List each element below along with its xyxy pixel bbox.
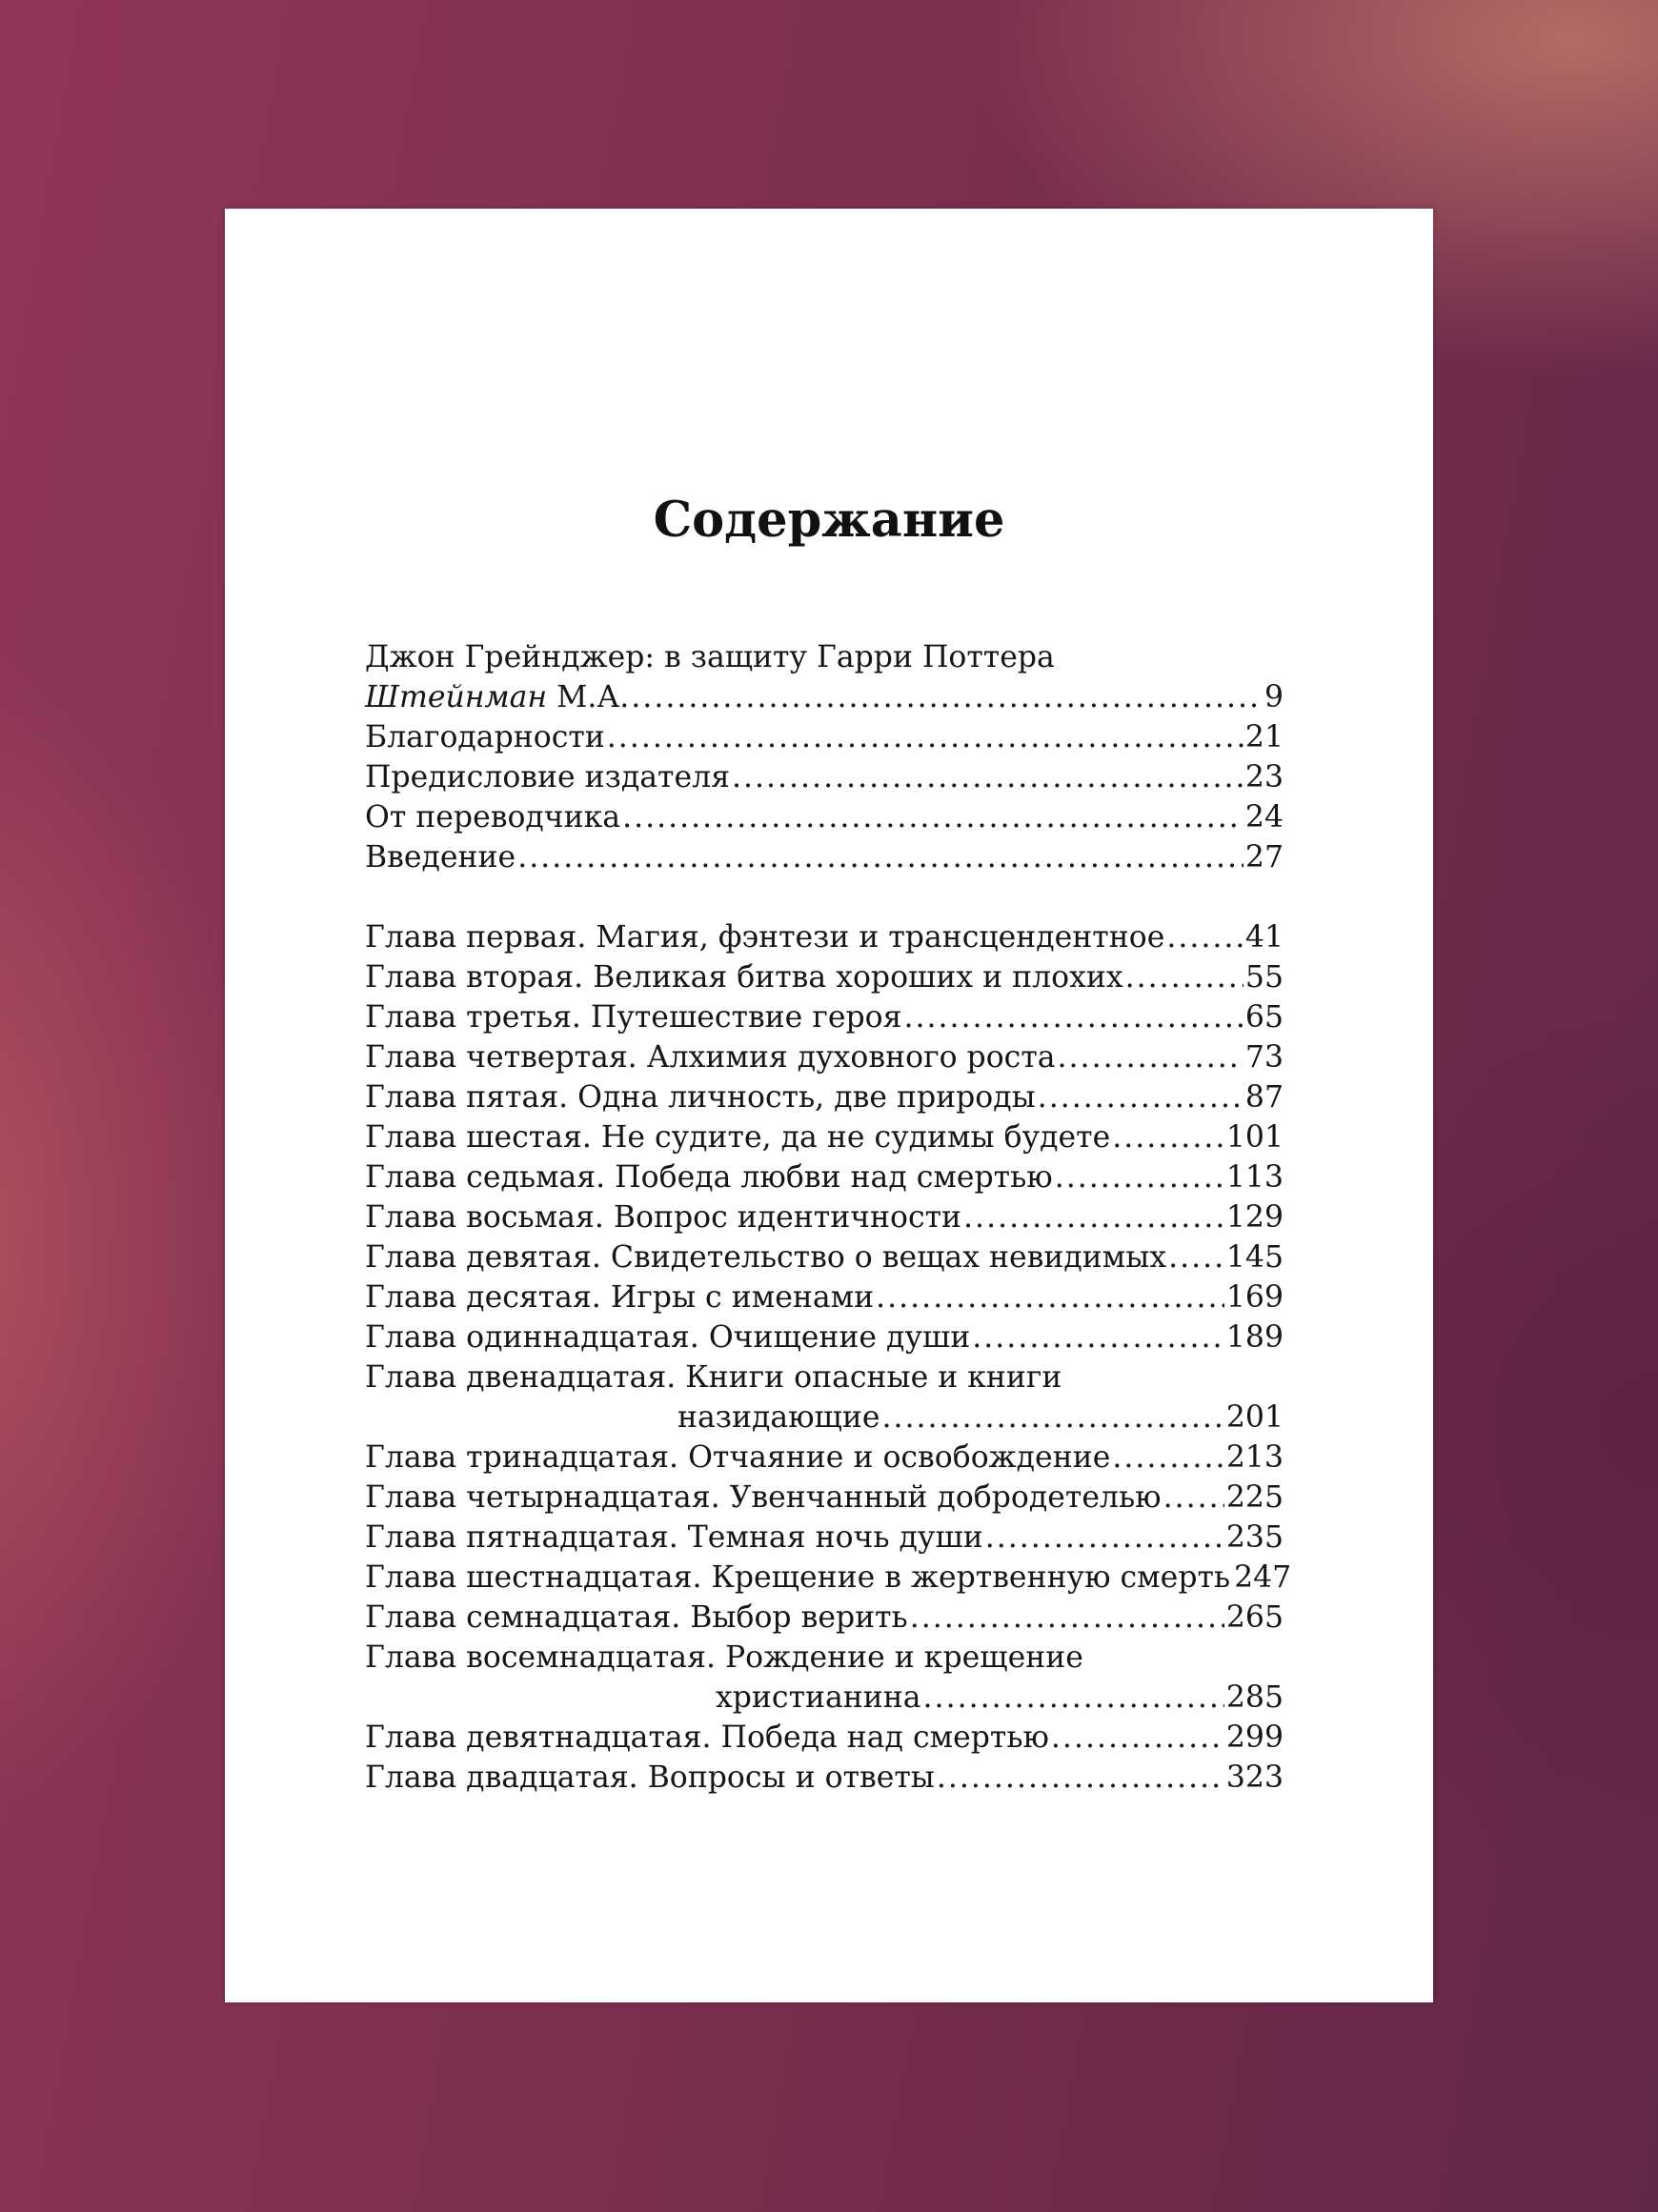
toc-entry-title: Глава седьмая. Победа любви над смертью — [365, 1160, 1053, 1195]
toc-entry[interactable] — [365, 1758, 1284, 1798]
toc-entry[interactable] — [365, 1678, 1284, 1718]
leader-dots — [1051, 1718, 1224, 1758]
toc-page-number: 101 — [1225, 1120, 1284, 1155]
toc-entry[interactable] — [365, 677, 1284, 717]
leader-dots — [876, 1277, 1224, 1317]
toc-entry-title: Глава пятнадцатая. Темная ночь души — [365, 1520, 983, 1555]
toc-entry[interactable] — [365, 797, 1284, 837]
toc-entry[interactable] — [365, 1317, 1284, 1357]
leader-dots — [1112, 1117, 1224, 1157]
leader-dots — [963, 1197, 1224, 1237]
leader-dots — [923, 1678, 1224, 1718]
toc-entry-title: Глава девятнадцатая. Победа над смертью — [365, 1720, 1049, 1755]
toc-entry-title: Глава девятая. Свидетельство о вещах невидимых — [365, 1240, 1167, 1275]
leader-dots — [1125, 957, 1244, 997]
toc-page-number: 55 — [1244, 960, 1284, 995]
toc-entry-title: Глава пятая. Одна личность, две природы — [365, 1080, 1036, 1115]
toc-page-number: 129 — [1225, 1200, 1284, 1235]
leader-dots — [937, 1758, 1224, 1798]
toc-entry-title: Благодарности — [365, 720, 605, 754]
table-of-contents — [365, 637, 1292, 1798]
toc-entry[interactable] — [365, 1277, 1284, 1317]
toc-entry[interactable] — [365, 1077, 1284, 1117]
toc-entry[interactable] — [365, 1518, 1284, 1558]
toc-page-number: 145 — [1225, 1240, 1284, 1275]
leader-dots — [1163, 1478, 1224, 1518]
toc-page-number: 21 — [1244, 720, 1284, 754]
toc-entry-title: Глава четырнадцатая. Увенчанный добродетелью — [365, 1480, 1162, 1515]
toc-page-number: 189 — [1225, 1320, 1284, 1355]
toc-entry[interactable] — [365, 1478, 1284, 1518]
toc-entry-title: Введение — [365, 840, 516, 875]
toc-page-number: 225 — [1225, 1480, 1284, 1515]
toc-entry-title: Глава двадцатая. Вопросы и ответы — [365, 1760, 935, 1795]
leader-dots — [1166, 917, 1244, 957]
toc-page-number: 24 — [1244, 800, 1284, 835]
toc-entry[interactable] — [365, 1117, 1284, 1157]
toc-page-number: 235 — [1225, 1520, 1284, 1555]
toc-page-number: 247 — [1234, 1560, 1292, 1595]
toc-entry-title: Глава одиннадцатая. Очищение души — [365, 1320, 971, 1355]
leader-dots — [1058, 1037, 1244, 1077]
leader-dots — [631, 677, 1263, 717]
author-initials: М.А. — [547, 680, 630, 714]
toc-entry[interactable] — [365, 1398, 1284, 1438]
page-title: Содержание — [653, 492, 1005, 549]
toc-entry[interactable] — [365, 717, 1284, 757]
leader-dots — [972, 1317, 1224, 1357]
toc-entry-author — [365, 677, 629, 717]
toc-page-number: 201 — [1225, 1400, 1284, 1435]
leader-dots — [881, 1398, 1223, 1438]
toc-entry-title: Глава тринадцатая. Отчаяние и освобождение — [365, 1440, 1111, 1475]
toc-entry-title: Глава десятая. Игры с именами — [365, 1280, 875, 1315]
leader-dots — [910, 1598, 1224, 1638]
leader-dots — [1038, 1077, 1244, 1117]
book-page — [225, 209, 1433, 2002]
leader-dots — [1055, 1157, 1224, 1197]
toc-entry-title: Глава четвертая. Алхимия духовного роста — [365, 1040, 1056, 1075]
toc-page-number: 87 — [1244, 1080, 1284, 1115]
toc-entry[interactable] — [365, 1157, 1284, 1197]
toc-entry[interactable] — [365, 757, 1284, 797]
toc-page-number: 41 — [1244, 920, 1284, 955]
toc-entry[interactable] — [365, 957, 1284, 997]
section-gap — [365, 877, 1284, 917]
toc-entry[interactable] — [365, 917, 1284, 957]
toc-entry-title: Глава вторая. Великая битва хороших и плохих — [365, 960, 1123, 995]
toc-page-number: 27 — [1244, 840, 1284, 875]
toc-entry[interactable] — [365, 1197, 1284, 1237]
toc-entry-title: От переводчика — [365, 800, 621, 835]
leader-dots — [732, 757, 1244, 797]
toc-entry-heading: Глава восемнадцатая. Рождение и крещение — [365, 1640, 1083, 1675]
leader-dots — [517, 837, 1244, 877]
toc-page-number: 73 — [1244, 1040, 1284, 1075]
toc-entry-title: Глава шестая. Не судите, да не судимы будете — [365, 1120, 1111, 1155]
toc-page-number: 265 — [1225, 1600, 1284, 1635]
toc-entry[interactable] — [365, 1037, 1284, 1077]
toc-page-number: 113 — [1225, 1160, 1284, 1195]
toc-entry-title: христианина — [716, 1680, 921, 1715]
toc-entry-title: Глава восьмая. Вопрос идентичности — [365, 1200, 962, 1235]
leader-dots — [985, 1518, 1224, 1558]
toc-entry-title: Глава семнадцатая. Выбор верить — [365, 1600, 908, 1635]
toc-page-number: 213 — [1225, 1440, 1284, 1475]
toc-entry[interactable] — [365, 837, 1284, 877]
toc-entry-title: назидающие — [677, 1400, 880, 1435]
toc-entry[interactable] — [365, 1558, 1292, 1598]
leader-dots — [622, 797, 1244, 837]
toc-page-number: 65 — [1244, 1000, 1284, 1035]
toc-page-number: 285 — [1225, 1680, 1284, 1715]
toc-entry-heading: Джон Грейнджер: в защиту Гарри Поттера — [365, 640, 1055, 674]
leader-dots — [903, 997, 1243, 1037]
toc-page-number: 323 — [1225, 1760, 1284, 1795]
toc-page-number: 9 — [1264, 680, 1284, 714]
toc-page-number: 169 — [1225, 1280, 1284, 1315]
author-surname: Штейнман — [365, 680, 548, 714]
toc-entry-heading: Глава двенадцатая. Книги опасные и книги — [365, 1360, 1062, 1395]
leader-dots — [607, 717, 1244, 757]
toc-entry[interactable] — [365, 1718, 1284, 1758]
toc-entry[interactable] — [365, 1237, 1284, 1277]
leader-dots — [1112, 1438, 1224, 1478]
leader-dots — [1168, 1237, 1224, 1277]
toc-entry-title: Глава третья. Путешествие героя — [365, 1000, 902, 1035]
toc-entry-title: Глава первая. Магия, фэнтези и трансцендентное — [365, 920, 1165, 955]
toc-entry-title: Предисловие издателя — [365, 760, 730, 794]
toc-page-number: 299 — [1225, 1720, 1284, 1755]
toc-entry[interactable] — [365, 997, 1284, 1037]
toc-page-number: 23 — [1244, 760, 1284, 794]
toc-entry[interactable] — [365, 1438, 1284, 1478]
toc-entry[interactable] — [365, 1598, 1284, 1638]
toc-entry-title: Глава шестнадцатая. Крещение в жертвенную смерть — [365, 1560, 1231, 1595]
